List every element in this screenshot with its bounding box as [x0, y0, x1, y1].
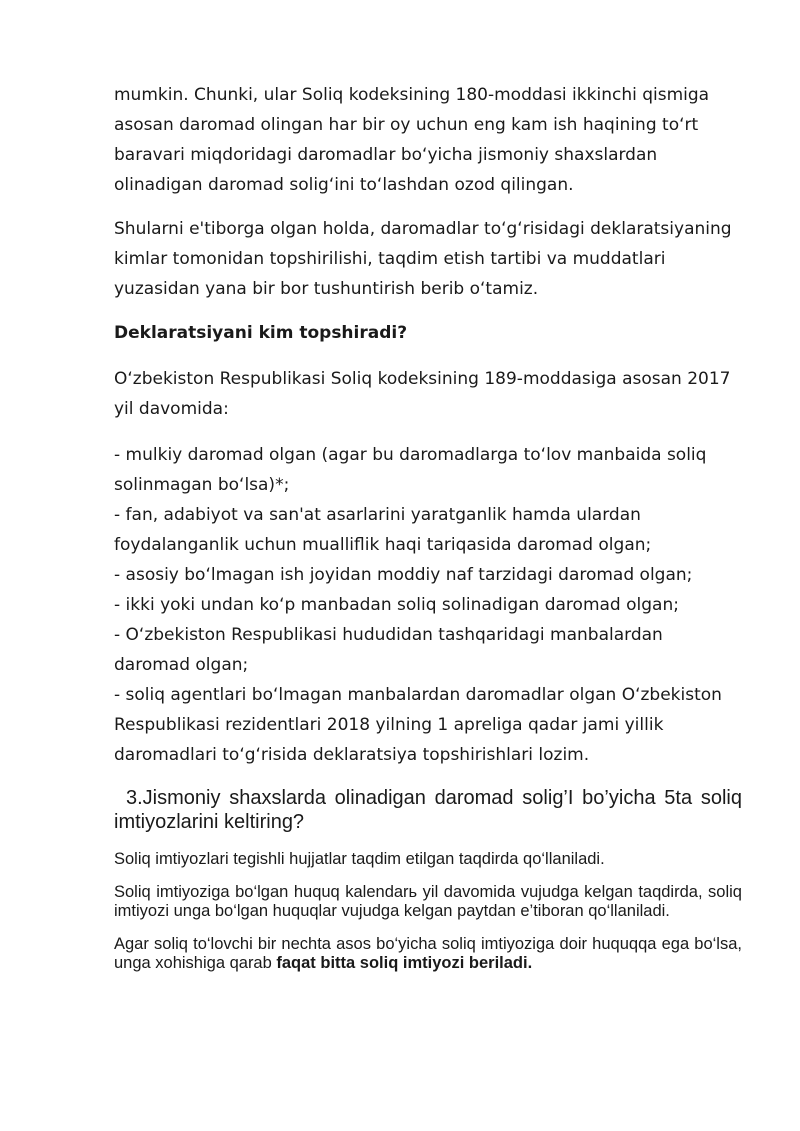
answer-paragraph-1: Soliq imtiyozlari tegishli hujjatlar taqdim etilgan taqdirda qo‘llaniladi. [114, 850, 605, 868]
paragraph-explanation: Shularni e'tiborga olgan holda, daromadlar to‘g‘risidagi deklaratsiyaning kimlar tomonidan topshirilishi, taqdim etish tartibi va muddatlari yuzasidan yana bir bor tushuntirish berib o‘tamiz. [114, 219, 732, 299]
paragraph-intro: mumkin. Chunki, ular Soliq kodeksining 180-moddasi ikkinchi qismiga asosan daromad olingan har bir oy uchun eng kam ish haqining to‘rt baravari miqdoridagi daromadlar bo‘yicha jismoniy shaxslardan olinadigan daromad solig‘ini to‘lashdan ozod qilingan. [114, 85, 710, 195]
list-item: - asosiy bo‘lmagan ish joyidan moddiy naf tarzidagi daromad olgan; [114, 565, 693, 585]
list-item: - fan, adabiyot va san'at asarlarini yaratganlik hamda ulardan foydalanganlik uchun mualliflik haqi tariqasida daromad olgan; [114, 505, 652, 555]
list-item: - ikki yoki undan ko‘p manbadan soliq solinadigan daromad olgan; [114, 595, 679, 615]
list-item: - O‘zbekiston Respublikasi hududidan tashqaridagi manbalardan daromad olgan; [114, 625, 663, 675]
answer-text: Agar soliq to‘lovchi bir nechta asos bo‘yicha soliq imtiyoziga doir huquqqa ega bo‘lsa, unga xohishiga qarab [114, 935, 742, 972]
answer-bold-text: faqat bitta soliq imtiyozi beriladi. [276, 954, 533, 972]
question-title: 3.Jismoniy shaxslarda olinadigan daromad solig’I bo’yicha 5ta soliq imtiyozlarini keltiring? [114, 787, 742, 833]
answer-paragraph-2: Soliq imtiyoziga bo‘lgan huquq kalendarь yil davomida vujudga kelgan taqdirda, soliq imtiyozi unga bo‘lgan huquqlar vujudga kelgan paytdan e’tiboran qo‘llaniladi. [114, 883, 742, 920]
list-item: - mulkiy daromad olgan (agar bu daromadlarga to‘lov manbaida soliq solinmagan bo‘lsa)*; [114, 445, 707, 495]
answer-paragraph-3 [114, 935, 742, 973]
paragraph-legal-basis: O‘zbekiston Respublikasi Soliq kodeksining 189-moddasiga asosan 2017 yil davomida: [114, 369, 731, 419]
document-page [114, 80, 742, 987]
income-type-list [114, 440, 742, 770]
section-heading: Deklaratsiyani kim topshiradi? [114, 323, 408, 343]
list-item: - soliq agentlari bo‘lmagan manbalardan daromadlar olgan O‘zbekiston Respublikasi rezidentlari 2018 yilning 1 apreliga qadar jami yillik daromadlari to‘g‘risida deklaratsiya topshirishlari lozim. [114, 685, 722, 765]
